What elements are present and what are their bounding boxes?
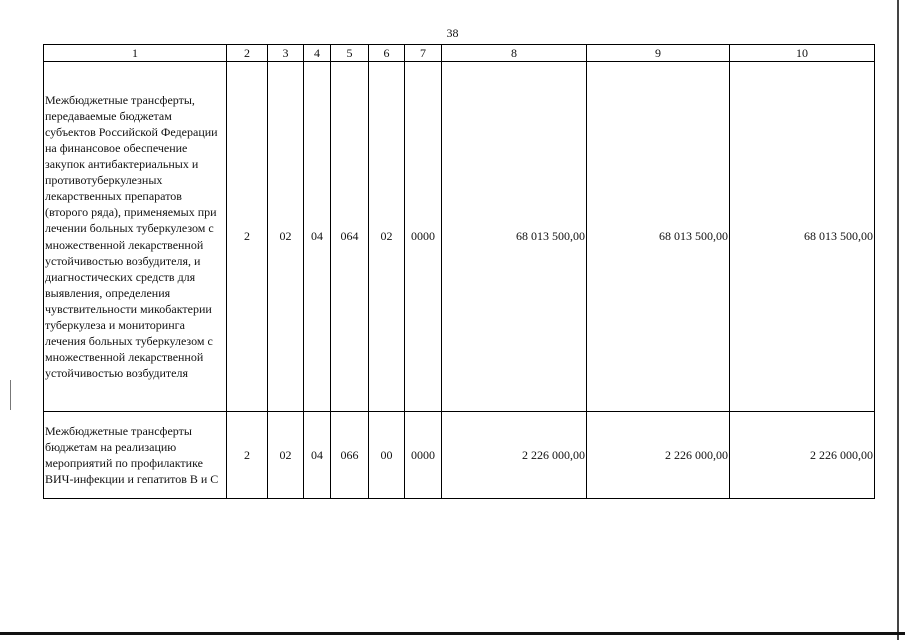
page-number: 38	[446, 26, 459, 40]
table-cell: 066	[331, 412, 369, 499]
amount-cell: 2 226 000,00	[730, 412, 875, 499]
column-header-8: 8	[442, 45, 587, 62]
budget-table	[43, 44, 875, 499]
column-header-5: 5	[331, 45, 369, 62]
table-row	[44, 412, 875, 499]
column-header-9: 9	[587, 45, 730, 62]
header-row	[44, 45, 875, 62]
table-cell: 00	[369, 412, 405, 499]
amount-cell: 68 013 500,00	[442, 62, 587, 412]
row-description: Межбюджетные трансферты бюджетам на реализацию мероприятий по профилактике ВИЧ-инфекции и гепатитов В и С	[44, 412, 227, 499]
table-cell: 04	[304, 62, 331, 412]
column-header-3: 3	[268, 45, 304, 62]
table-cell: 02	[369, 62, 405, 412]
amount-cell: 2 226 000,00	[587, 412, 730, 499]
table-cell: 0000	[405, 412, 442, 499]
column-header-2: 2	[227, 45, 268, 62]
amount-cell: 68 013 500,00	[587, 62, 730, 412]
column-header-7: 7	[405, 45, 442, 62]
column-header-10: 10	[730, 45, 875, 62]
table-cell: 02	[268, 62, 304, 412]
amount-cell: 2 226 000,00	[442, 412, 587, 499]
table-cell: 064	[331, 62, 369, 412]
table-cell: 2	[227, 412, 268, 499]
table-row	[44, 62, 875, 412]
table-cell: 0000	[405, 62, 442, 412]
scan-right-edge	[897, 0, 899, 640]
scan-bottom-edge	[0, 632, 905, 635]
column-header-4: 4	[304, 45, 331, 62]
table-cell: 02	[268, 412, 304, 499]
amount-cell: 68 013 500,00	[730, 62, 875, 412]
table-cell: 04	[304, 412, 331, 499]
column-header-6: 6	[369, 45, 405, 62]
scan-edge-mark	[10, 380, 11, 410]
row-description: Межбюджетные трансферты, передаваемые бюджетам субъектов Российской Федерации на финансовое обеспечение закупок антибактериальных и противотуберкулезных лекарственных препаратов (второго ряда), применяемых при лечении больных туберкулезом с множественной лекарственной устойчивостью возбудителя, и диагностических средств для выявления, определения чувствительности микобактерии туберкулеза и мониторинга лечения больных туберкулезом с множественной лекарственной устойчивостью возбудителя	[44, 62, 227, 412]
table-cell: 2	[227, 62, 268, 412]
column-header-1: 1	[44, 45, 227, 62]
